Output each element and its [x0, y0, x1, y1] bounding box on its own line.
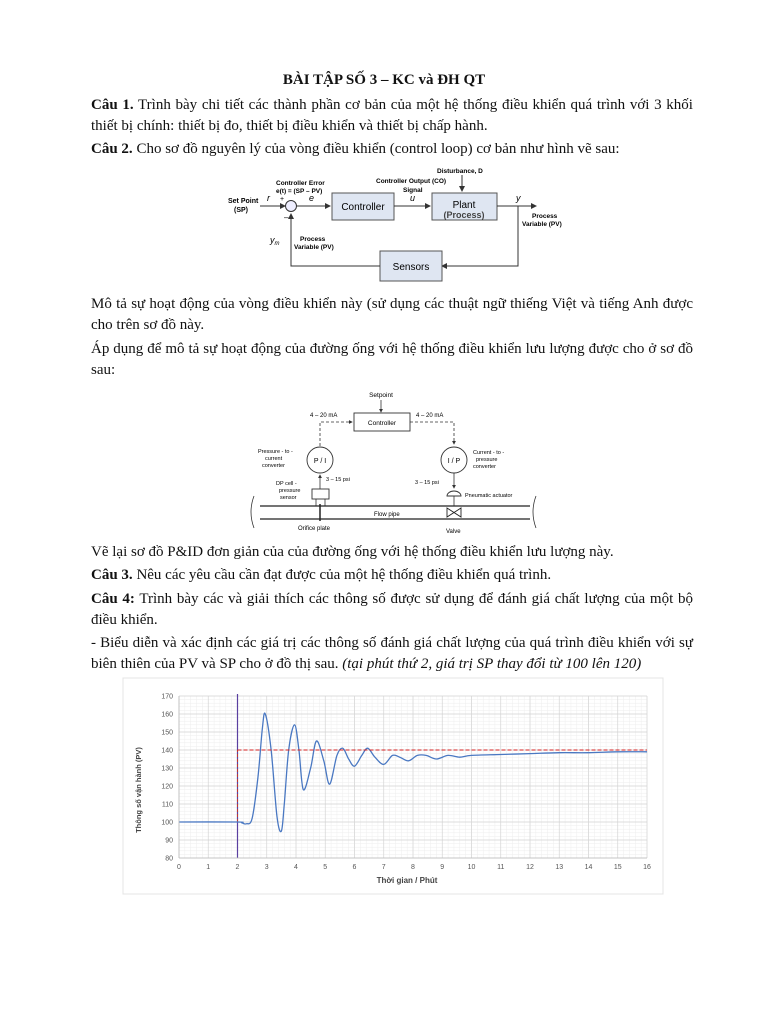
- question-4-text: Trình bày các và giải thích các thông số được sử dụng để đánh giá chất lượng của một bộ điều khiển.: [91, 591, 693, 628]
- question-4-bullet-text: - Biểu diễn và xác định các giá trị các thông số đánh giá chất lượng của quá trình điều khiển với sự biên thiên của PV và SP cho ở đồ thị sau.: [91, 635, 693, 672]
- y-tick-label: 110: [161, 801, 173, 809]
- question-1-text: Trình bày chi tiết các thành phần cơ bản của một hệ thống điều khiển quá trình với 3 khối thiết bị chính: thiết bị đo, thiết bị điều khiển và thiết bị chấp hành.: [91, 97, 693, 134]
- flow-actuator: Pneumatic actuator: [465, 493, 513, 499]
- question-3-text: Nêu các yêu cầu cần đạt được của một hệ thống điều khiển quá trình.: [132, 567, 552, 583]
- loop-pv-label-2: Variable (PV): [294, 244, 334, 251]
- loop-plus: +: [280, 196, 285, 203]
- loop-ym: $y_m$: [270, 235, 280, 247]
- flow-ma-left: 4 – 20 mA: [310, 413, 338, 419]
- pv-response-chart: [123, 678, 663, 894]
- y-tick-label: 100: [161, 819, 173, 827]
- loop-controller: Controller: [341, 202, 385, 213]
- y-tick-label: 120: [161, 783, 173, 791]
- x-tick-label: 6: [352, 864, 357, 871]
- flow-setpoint: Setpoint: [369, 392, 393, 399]
- y-tick-label: 130: [161, 765, 173, 773]
- document-title: BÀI TẬP SỐ 3 – KC và ĐH QT: [282, 72, 486, 88]
- question-4-note: (tại phút thứ 2, giá trị SP thay đổi từ 100 lên 120): [342, 656, 642, 672]
- flow-control-diagram: [240, 388, 550, 538]
- x-tick-label: 12: [526, 864, 534, 871]
- x-tick-label: 11: [497, 864, 505, 871]
- y-tick-label: 90: [165, 837, 173, 845]
- question-2: [91, 139, 693, 160]
- x-tick-label: 13: [555, 864, 564, 871]
- flow-pi: P / I: [313, 458, 327, 465]
- dp-cell: [312, 489, 329, 499]
- x-tick-label: 7: [381, 864, 386, 871]
- question-3: [91, 565, 693, 586]
- y-tick-label: 150: [161, 729, 173, 737]
- loop-sensors: Sensors: [392, 262, 430, 273]
- x-tick-label: 9: [440, 864, 445, 871]
- loop-error-formula: e(t) = (SP – PV): [276, 188, 323, 195]
- flow-p2c-1: Pressure - to -: [258, 449, 293, 455]
- loop-process-variable: Process: [532, 213, 558, 220]
- flow-ma-right: 4 – 20 mA: [416, 413, 444, 419]
- pneumatic-actuator: [447, 491, 461, 496]
- loop-pv-label-1: Process: [300, 236, 326, 243]
- loop-sp: (SP): [234, 207, 248, 214]
- flow-valve: Valve: [446, 529, 461, 535]
- loop-y: y: [516, 193, 521, 203]
- y-tick-label: 80: [165, 855, 173, 863]
- question-2-label: Câu 2.: [91, 141, 133, 157]
- x-tick-label: 15: [613, 864, 622, 871]
- x-tick-label: 16: [643, 864, 651, 871]
- loop-controller-output: Controller Output (CO): [376, 178, 447, 185]
- question-4-label: Câu 4:: [91, 591, 135, 607]
- loop-controller-error: Controller Error: [276, 180, 325, 187]
- x-tick-label: 14: [584, 864, 593, 871]
- flow-dp-2: pressure: [279, 488, 301, 494]
- flow-c2p-1: Current - to -: [473, 450, 505, 456]
- x-tick-label: 4: [294, 864, 298, 871]
- loop-process-variable-2: Variable (PV): [522, 221, 562, 228]
- question-2-apply: Áp dụng để mô tả sự hoạt động của đường ống với hệ thống điều khiển lưu lượng được cho ở sơ đồ sau:: [91, 341, 693, 378]
- question-1: [91, 95, 693, 137]
- loop-plant: Plant: [452, 200, 476, 211]
- control-loop-diagram: [220, 163, 562, 293]
- loop-minus: –: [284, 213, 289, 222]
- x-tick-label: 1: [206, 864, 211, 871]
- question-2-text: Cho sơ đồ nguyên lý của vòng điều khiển (control loop) cơ bản như hình vẽ sau:: [132, 141, 620, 157]
- x-tick-label: 5: [323, 864, 328, 871]
- flow-orifice: Orifice plate: [298, 526, 331, 532]
- question-2-redraw: Vẽ lại sơ đồ P&ID đơn giản của của đường ống với hệ thống điều khiển lưu lượng này.: [91, 544, 614, 560]
- loop-disturbance: Disturbance, D: [437, 168, 483, 175]
- x-tick-label: 10: [467, 864, 476, 871]
- y-tick-label: 170: [161, 693, 173, 701]
- loop-set-point: Set Point: [228, 198, 259, 205]
- x-tick-label: 2: [235, 864, 240, 871]
- loop-e: e: [309, 193, 315, 203]
- flow-c2p-2: pressure: [476, 457, 498, 463]
- loop-signal: Signal: [403, 187, 423, 194]
- flow-psi-right: 3 – 15 psi: [415, 480, 439, 486]
- flow-psi-left: 3 – 15 psi: [326, 477, 350, 483]
- x-tick-label: 8: [411, 864, 415, 871]
- flow-p2c-2: current: [265, 456, 283, 462]
- loop-r: r: [267, 193, 270, 203]
- question-4: [91, 589, 693, 631]
- flow-c2p-3: converter: [473, 464, 496, 470]
- valve: [447, 508, 461, 517]
- y-tick-label: 160: [161, 711, 173, 719]
- loop-u: u: [410, 193, 416, 203]
- flow-controller: Controller: [367, 420, 397, 427]
- flow-pipe: Flow pipe: [374, 512, 400, 518]
- flow-p2c-3: converter: [262, 463, 285, 469]
- loop-process-paren: (Process): [443, 210, 485, 220]
- flow-ip: I / P: [447, 458, 461, 465]
- summing-junction: [286, 201, 297, 212]
- x-tick-label: 3: [264, 864, 269, 871]
- question-2-describe: Mô tả sự hoạt động của vòng điều khiển này (sử dụng các thuật ngữ thiếng Việt và tiếng Anh được cho trên sơ đồ này.: [91, 296, 693, 333]
- question-3-label: Câu 3.: [91, 567, 133, 583]
- question-4-bullet: [91, 633, 693, 675]
- chart-y-axis-label: Thông số vận hành (PV): [134, 747, 143, 833]
- x-tick-label: 0: [177, 864, 181, 871]
- flow-dp-1: DP cell -: [276, 481, 297, 487]
- question-1-label: Câu 1.: [91, 97, 134, 113]
- y-tick-label: 140: [161, 747, 173, 755]
- chart-x-axis-label: Thời gian / Phút: [376, 876, 438, 885]
- flow-dp-3: sensor: [280, 495, 297, 501]
